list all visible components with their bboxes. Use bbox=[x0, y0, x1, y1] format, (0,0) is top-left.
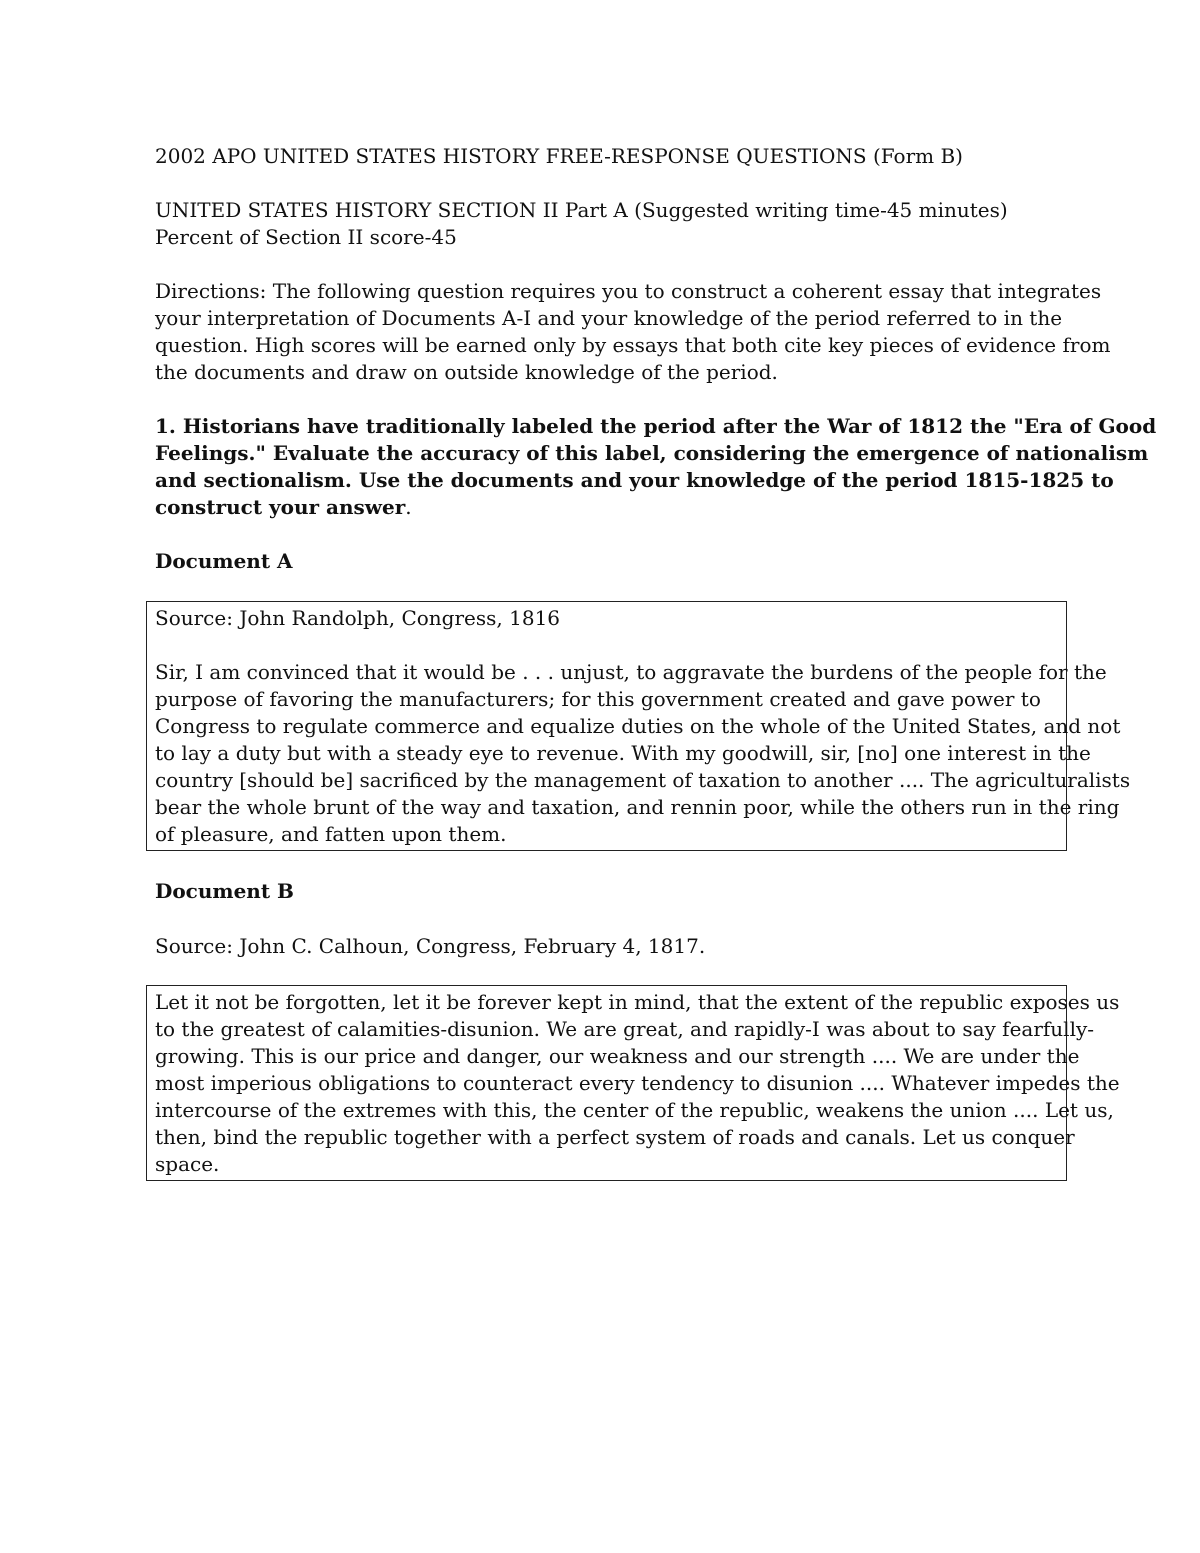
question-line: and sectionalism. Use the documents and your knowledge of the period 1815-1825 to bbox=[155, 468, 1114, 492]
document-b-line: growing. This is our price and danger, our weakness and our strength .... We are under the bbox=[155, 1044, 1080, 1068]
document-a-line: bear the whole brunt of the way and taxation, and rennin poor, while the others run in the ring bbox=[155, 795, 1120, 819]
directions-line: Directions: The following question requires you to construct a coherent essay that integrates bbox=[155, 279, 1102, 303]
directions-line: question. High scores will be earned only by essays that both cite key pieces of evidence from bbox=[155, 333, 1111, 357]
document-b-heading: Document B bbox=[155, 879, 294, 903]
question-line: Feelings." Evaluate the accuracy of this label, considering the emergence of nationalism bbox=[155, 441, 1149, 465]
document-a-box bbox=[146, 601, 1131, 851]
document-a-line: Sir, I am convinced that it would be . . . unjust, to aggravate the burdens of the people for the bbox=[155, 660, 1107, 684]
document-b-box bbox=[146, 985, 1120, 1181]
document-b-line: to the greatest of calamities-disunion. We are great, and rapidly-I was about to say fearfully- bbox=[155, 1017, 1095, 1041]
document-a-line: of pleasure, and fatten upon them. bbox=[155, 822, 507, 846]
document-b-line: Let it not be forgotten, let it be forever kept in mind, that the extent of the republic exposes us bbox=[155, 990, 1120, 1014]
question-line-last bbox=[155, 494, 412, 521]
document-b-line: then, bind the republic together with a perfect system of roads and canals. Let us conquer bbox=[155, 1125, 1075, 1149]
document-a-heading: Document A bbox=[155, 549, 293, 573]
document-b-line: intercourse of the extremes with this, the center of the republic, weakens the union .... Let us, bbox=[155, 1098, 1114, 1122]
question-line: 1. Historians have traditionally labeled the period after the War of 1812 the "Era of Good bbox=[155, 414, 1157, 438]
directions-line: the documents and draw on outside knowledge of the period. bbox=[155, 360, 778, 384]
document-a-line: purpose of favoring the manufacturers; for this government created and gave power to bbox=[155, 687, 1041, 711]
document-a-source: Source: John Randolph, Congress, 1816 bbox=[155, 606, 561, 630]
section-heading: UNITED STATES HISTORY SECTION II Part A (Suggested writing time-45 minutes) bbox=[155, 198, 1008, 222]
document-a-line: to lay a duty but with a steady eye to revenue. With my goodwill, sir, [no] one interest in the bbox=[155, 741, 1091, 765]
directions-line: your interpretation of Documents A-I and your knowledge of the period referred to in the bbox=[155, 306, 1063, 330]
document-a-line: country [should be] sacrificed by the management of taxation to another .... The agriculturalists bbox=[155, 768, 1131, 792]
document-b-source: Source: John C. Calhoun, Congress, February 4, 1817. bbox=[155, 934, 706, 958]
section-score: Percent of Section II score-45 bbox=[155, 225, 457, 249]
document-a-line: Congress to regulate commerce and equalize duties on the whole of the United States, and not bbox=[155, 714, 1121, 738]
document-b-line: space. bbox=[155, 1152, 220, 1176]
page-title: 2002 APO UNITED STATES HISTORY FREE-RESPONSE QUESTIONS (Form B) bbox=[155, 144, 963, 168]
question-line: construct your answer bbox=[155, 495, 406, 519]
question-period: . bbox=[405, 495, 412, 519]
document-b-line: most imperious obligations to counteract every tendency to disunion .... Whatever impedes the bbox=[155, 1071, 1120, 1095]
